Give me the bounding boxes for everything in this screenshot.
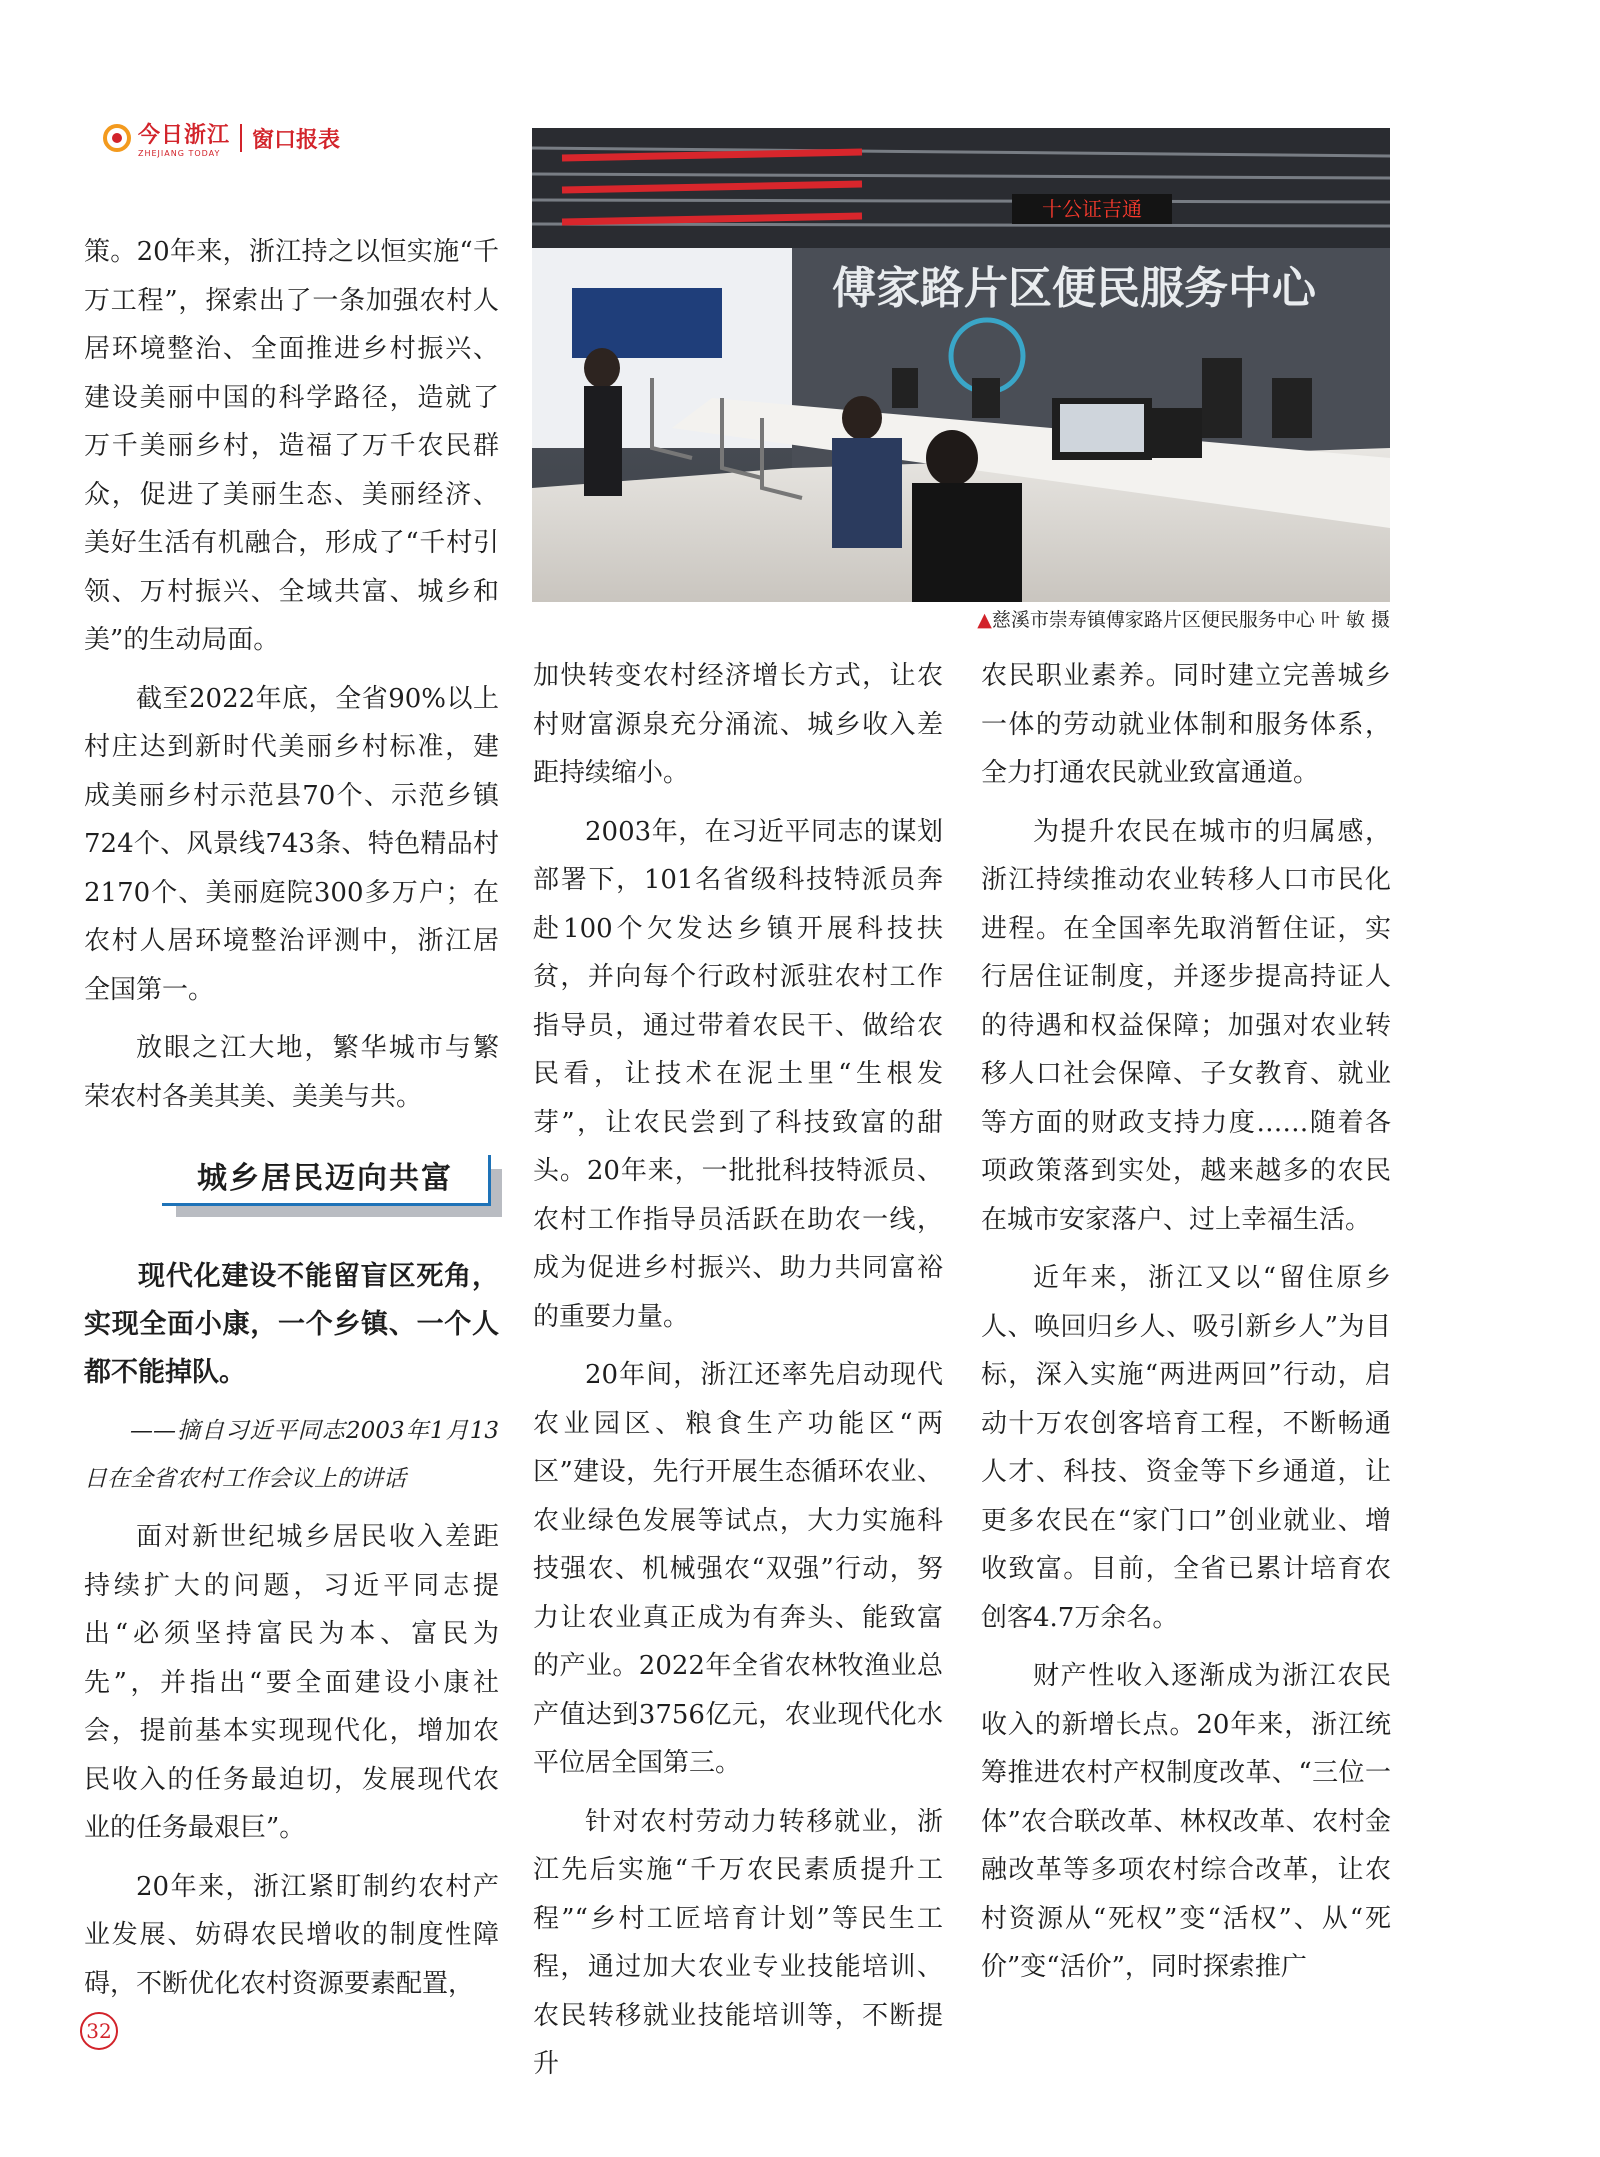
photo-caption	[905, 605, 1390, 632]
text-column-2	[533, 652, 943, 2099]
page-number: 32	[80, 2012, 118, 2050]
paragraph: 为提升农民在城市的归属感，浙江持续推动农业转移人口市民化进程。在全国率先取消暂住证，实行居住证制度，并逐步提高持证人的待遇和权益保障；加强对农业转移人口社会保障、子女教育、就业等方面的财政支持力度……随着各项政策落到实处，越来越多的农民在城市安家落户、过上幸福生活。	[981, 816, 1391, 1235]
led-sign-text: 十公证吉通	[1042, 197, 1142, 221]
service-center-sign-text: 傅家路片区便民服务中心	[832, 263, 1316, 314]
logo-text: 今日浙江	[138, 123, 231, 148]
magazine-header	[102, 118, 340, 158]
text-column-3	[981, 652, 1391, 2002]
paragraph: 针对农村劳动力转移就业，浙江先后实施“千万农民素质提升工程”“乡村工匠培育计划”等民生工程，通过加大农业专业技能培训、农民转移就业技能培训等，不断提升	[533, 1806, 943, 2079]
paragraph: 财产性收入逐渐成为浙江农民收入的新增长点。20年来，浙江统筹推进农村产权制度改革、“三位一体”农合联改革、林权改革、农村金融改革等多项农村综合改革，让农村资源从“死权”变“活权”、从“死价”变“活价”，同时探索推广	[981, 1661, 1391, 1982]
sun-logo-icon	[102, 123, 132, 153]
caption-triangle-icon: ▲	[977, 609, 992, 631]
quote-source: ——摘自习近平同志2003年1月13日在全省农村工作会议上的讲话	[84, 1418, 499, 1492]
subheading-box	[162, 1155, 491, 1206]
paragraph: 放眼之江大地，繁华城市与繁荣农村各美其美、美美与共。	[84, 1033, 499, 1112]
paragraph: 20年来，浙江紧盯制约农村产业发展、妨碍农民增收的制度性障碍，不断优化农村资源要素配置，	[84, 1871, 499, 1999]
paragraph: 策。20年来，浙江持之以恒实施“千万工程”，探索出了一条加强农村人居环境整治、全面推进乡村振兴、建设美丽中国的科学路径，造就了万千美丽乡村，造福了万千农民群众，促进了美丽生态、美丽经济、美好生活有机融合，形成了“千村引领、万村振兴、全域共富、城乡和美”的生动局面。	[84, 237, 499, 655]
logo-subtext: ZHEJIANG TODAY	[138, 149, 221, 158]
subheading-text: 城乡居民迈向共富	[197, 1160, 453, 1196]
header-divider	[240, 124, 242, 152]
caption-text: 慈溪市崇寿镇傅家路片区便民服务中心 叶 敏 摄	[991, 609, 1390, 631]
paragraph: 近年来，浙江又以“留住原乡人、唤回归乡人、吸引新乡人”为目标，深入实施“两进两回”行动，启动十万农创客培育工程，不断畅通人才、科技、资金等下乡通道，让更多农民在“家门口”创业就业、增收致富。目前，全省已累计培育农创客4.7万余名。	[981, 1263, 1391, 1633]
paragraph: 面对新世纪城乡居民收入差距持续扩大的问题，习近平同志提出“必须坚持富民为本、富民为先”，并指出“要全面建设小康社会，提前基本实现现代化，增加农民收入的任务最迫切，发展现代农业的任务最艰巨”。	[84, 1522, 499, 1843]
section-subheading	[162, 1155, 504, 1217]
section-name: 窗口报表	[252, 127, 341, 153]
paragraph: 截至2022年底，全省90%以上村庄达到新时代美丽乡村标准，建成美丽乡村示范县70个、示范乡镇724个、风景线743条、特色精品村2170个、美丽庭院300多万户；在农村人居环境整治评测中，浙江居全国第一。	[84, 683, 499, 1005]
paragraph: 20年间，浙江还率先启动现代农业园区、粮食生产功能区“两区”建设，先行开展生态循环农业、农业绿色发展等试点，大力实施科技强农、机械强农“双强”行动，努力让农业真正成为有奔头、能致富的产业。2022年全省农林牧渔业总产值达到3756亿元，农业现代化水平位居全国第三。	[533, 1360, 943, 1778]
paragraph: 加快转变农村经济增长方式，让农村财富源泉充分涌流、城乡收入差距持续缩小。	[533, 661, 943, 788]
pull-quote: 现代化建设不能留盲区死角，实现全面小康，一个乡镇、一个人都不能掉队。	[84, 1261, 499, 1388]
service-center-illustration	[532, 128, 1390, 602]
paragraph: 2003年，在习近平同志的谋划部署下，101名省级科技特派员奔赴100个欠发达乡镇开展科技扶贫，并向每个行政村派驻农村工作指导员，通过带着农民干、做给农民看，让技术在泥土里“生根发芽”，让农民尝到了科技致富的甜头。20年来，一批批科技特派员、农村工作指导员活跃在助农一线，成为促进乡村振兴、助力共同富裕的重要力量。	[533, 816, 943, 1332]
paragraph: 农民职业素养。同时建立完善城乡一体的劳动就业体制和服务体系，全力打通农民就业致富通道。	[981, 661, 1391, 788]
text-column-1	[84, 228, 499, 2018]
magazine-logo	[102, 118, 230, 158]
service-center-photo	[532, 128, 1390, 602]
